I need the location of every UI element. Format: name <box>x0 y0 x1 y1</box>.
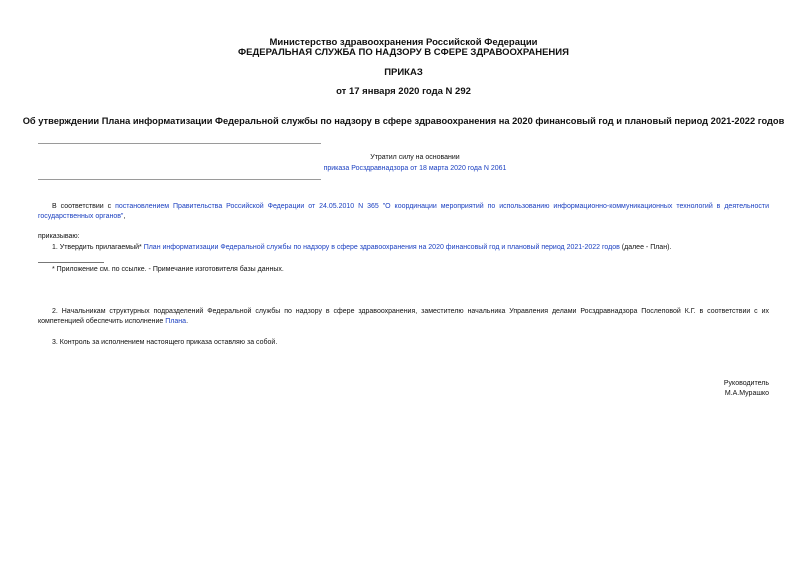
status-block <box>290 153 540 174</box>
order-word: приказываю: <box>38 233 80 240</box>
signature-block <box>724 379 769 399</box>
signature-position: Руководитель <box>723 380 769 387</box>
ministry-heading: Министерство здравоохранения Российской Федерации <box>269 37 538 48</box>
item-1 <box>38 243 769 253</box>
status-text: Утратил силу на основании <box>370 154 460 161</box>
item-2-text: 2. Начальникам структурных подразделений Федеральной службы по надзору в сфере здравоохранения, заместителю начальника Управления делами Росздравнадзора Послеповой К.Г. в соответствии с их компетенцией обеспечить исполнение <box>38 308 769 325</box>
divider-top <box>38 143 321 144</box>
resolution-link[interactable]: постановлением Правительства Российской Федерации от 24.05.2010 N 365 "О координации мероприятий по использованию информационно-коммуникационных технологий в деятельности государственных органов" <box>38 203 770 220</box>
item-1-suffix: (далее - План). <box>619 244 672 251</box>
doc-type-heading: ПРИКАЗ <box>384 67 423 78</box>
intro-suffix: , <box>123 213 126 220</box>
intro-prefix: В соответствии с <box>52 203 116 210</box>
intro-paragraph <box>38 202 769 222</box>
document-title: Об утверждении Плана информатизации Федеральной службы по надзору в сфере здравоохранения на 2020 финансовый год и плановый период 2021-2022 годов <box>22 116 785 126</box>
item-2-suffix: . <box>186 318 189 325</box>
status-link[interactable]: приказа Росздравнадзора от 18 марта 2020 года N 2061 <box>323 165 507 172</box>
date-number-heading: от 17 января 2020 года N 292 <box>336 86 471 97</box>
plan-short-link[interactable]: Плана <box>165 318 187 325</box>
item-1-prefix: 1. Утвердить прилагаемый* <box>52 244 144 251</box>
item-3: 3. Контроль за исполнением настоящего приказа оставляю за собой. <box>52 339 278 346</box>
item-2 <box>38 307 769 327</box>
plan-link[interactable]: План информатизации Федеральной службы по надзору в сфере здравоохранения на 2020 финансовый год и плановый период 2021-2022 годов <box>143 244 620 251</box>
footnote-divider <box>38 262 104 263</box>
service-heading: ФЕДЕРАЛЬНАЯ СЛУЖБА ПО НАДЗОРУ В СФЕРЕ ЗДРАВООХРАНЕНИЯ <box>238 47 569 58</box>
divider-bottom <box>38 179 321 180</box>
signature-name: М.А.Мурашко <box>724 390 769 397</box>
footnote: * Приложение см. по ссылке. - Примечание изготовителя базы данных. <box>52 266 284 273</box>
